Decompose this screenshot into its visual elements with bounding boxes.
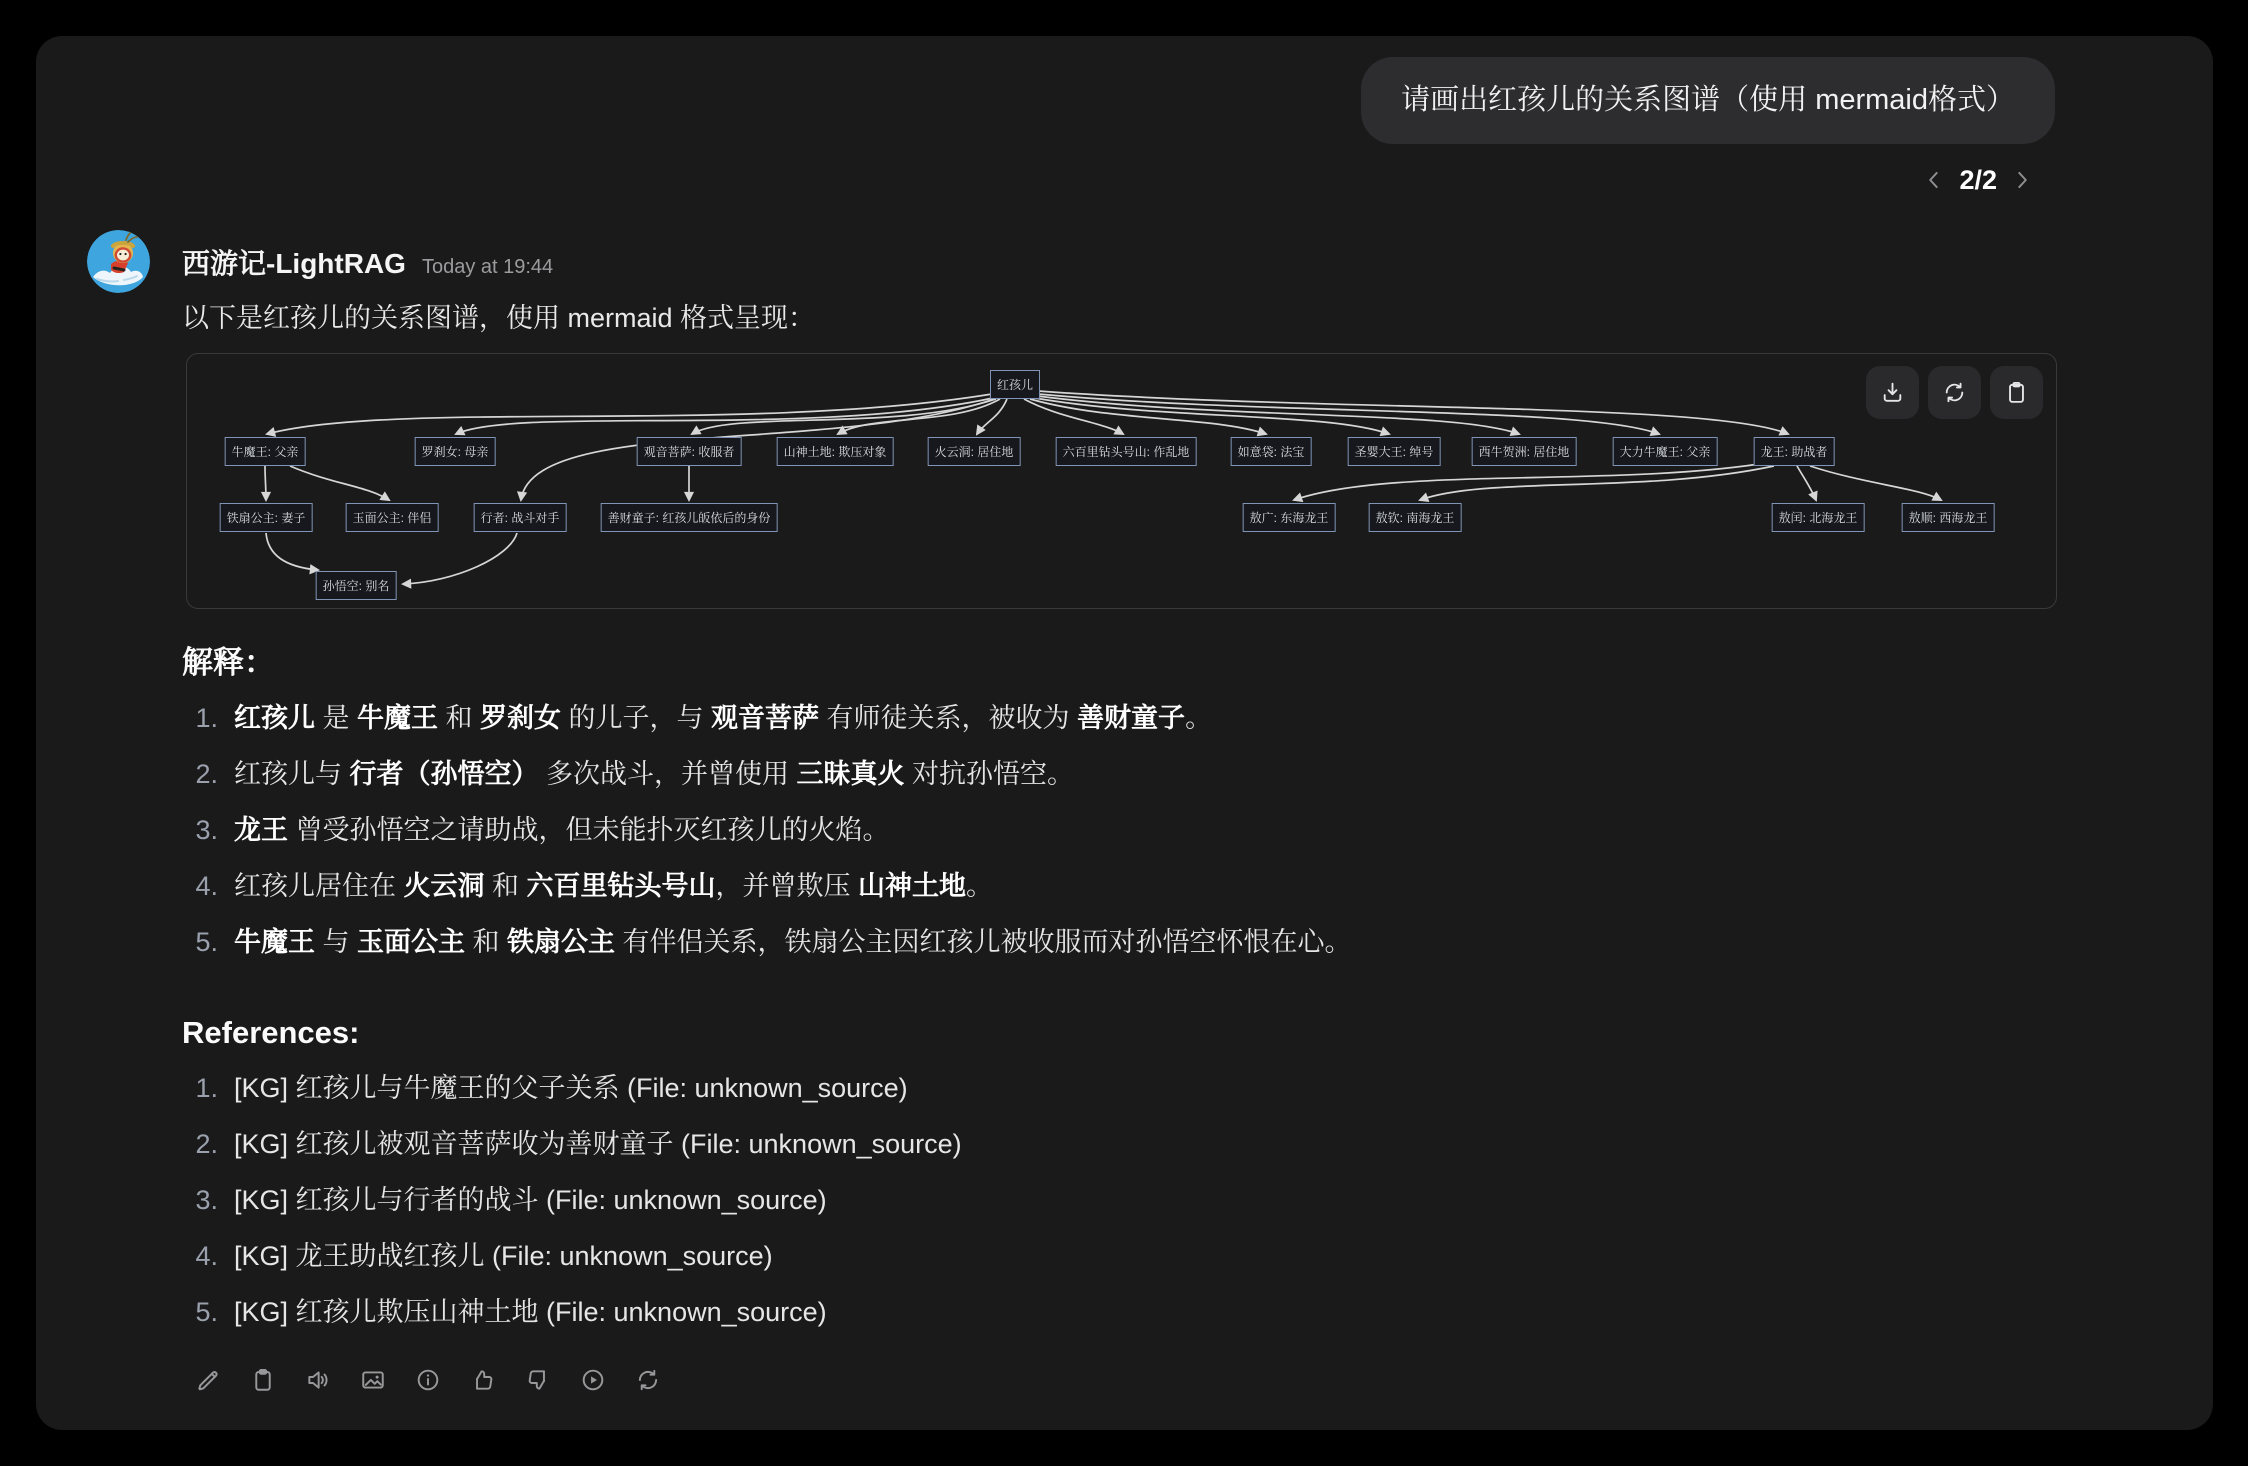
diagram-node: 善财童子: 红孩儿皈依后的身份 xyxy=(601,503,778,532)
list-item-number: 2. xyxy=(195,1129,218,1159)
list-item-number: 1. xyxy=(195,703,218,733)
explanation-list xyxy=(182,699,2055,979)
diagram-node: 观音菩萨: 收服者 xyxy=(637,437,742,466)
chat-content xyxy=(36,36,2213,1430)
pager-label: 2/2 xyxy=(1959,164,1997,195)
diagram-edge xyxy=(1294,462,1772,500)
diagram-node: 铁扇公主: 妻子 xyxy=(220,503,313,532)
thumbs-down-icon xyxy=(525,1367,551,1393)
diagram-node: 敖钦: 南海龙王 xyxy=(1369,503,1462,532)
list-item-text: [KG] 红孩儿与行者的战斗 (File: unknown_source) xyxy=(234,1185,827,1215)
diagram-edge xyxy=(1797,466,1816,500)
assistant-header xyxy=(87,230,2055,293)
references-title: References: xyxy=(182,1015,360,1050)
diagram-edge xyxy=(403,533,517,584)
reference-item xyxy=(182,1293,2055,1331)
reference-item xyxy=(182,1069,2055,1107)
chat-panel xyxy=(36,36,2213,1430)
diagram-node: 红孩儿 xyxy=(990,370,1040,399)
explanation-title: 解释： xyxy=(182,645,275,680)
diagram-edge xyxy=(1420,466,1774,500)
thumbs-up-icon xyxy=(470,1367,496,1393)
copy-button[interactable] xyxy=(249,1366,277,1394)
image-button[interactable] xyxy=(359,1366,387,1394)
refresh-icon xyxy=(1942,380,1967,405)
diagram-node: 行者: 战斗对手 xyxy=(474,503,567,532)
edit-button[interactable] xyxy=(194,1366,222,1394)
diagram-node: 大力牛魔王: 父亲 xyxy=(1613,437,1718,466)
info-icon xyxy=(415,1367,441,1393)
copy-icon xyxy=(250,1367,276,1393)
list-item-number: 2. xyxy=(195,759,218,789)
diagram-node: 敖闰: 北海龙王 xyxy=(1772,503,1865,532)
refresh-button[interactable] xyxy=(1928,366,1981,419)
clipboard-icon xyxy=(2004,380,2029,405)
message-actions-toolbar xyxy=(194,1365,2055,1395)
diagram-node: 罗刹女: 母亲 xyxy=(415,437,496,466)
diagram-edge xyxy=(1810,466,1941,500)
diagram-node: 敖顺: 西海龙王 xyxy=(1902,503,1995,532)
diagram-node: 西牛贺洲: 居住地 xyxy=(1472,437,1577,466)
chevron-right-icon xyxy=(2009,167,2035,193)
pager-prev-button[interactable] xyxy=(1921,167,1947,193)
list-item-number: 3. xyxy=(195,1185,218,1215)
explanation-item xyxy=(182,755,2055,793)
list-item-text: [KG] 红孩儿被观音菩萨收为善财童子 (File: unknown_source) xyxy=(234,1129,962,1159)
reference-item xyxy=(182,1181,2055,1219)
references-list xyxy=(182,1069,2055,1349)
edit-icon xyxy=(195,1367,221,1393)
diagram-node: 六百里钻头号山: 作乱地 xyxy=(1056,437,1197,466)
chevron-left-icon xyxy=(1921,167,1947,193)
diagram-toolbar xyxy=(1866,366,2043,419)
reference-item xyxy=(182,1237,2055,1275)
list-item-text: 红孩儿 是 牛魔王 和 罗刹女 的儿子，与 观音菩萨 有师徒关系，被收为 善财童子。 xyxy=(234,703,1213,733)
diagram-edge xyxy=(977,399,1007,434)
explanation-item xyxy=(182,867,2055,905)
speak-button[interactable] xyxy=(304,1366,332,1394)
list-item-text: 牛魔王 与 玉面公主 和 铁扇公主 有伴侣关系，铁扇公主因红孩儿被收服而对孙悟空怀恨在心。 xyxy=(234,927,1352,957)
pager-next-button[interactable] xyxy=(2009,167,2035,193)
list-item-number: 3. xyxy=(195,815,218,845)
diagram-node: 牛魔王: 父亲 xyxy=(225,437,306,466)
message-timestamp: Today at 19:44 xyxy=(421,255,554,278)
regenerate-icon xyxy=(635,1367,661,1393)
user-message-row xyxy=(182,57,2055,144)
diagram-edge xyxy=(1038,394,1659,434)
info-button[interactable] xyxy=(414,1366,442,1394)
diagram-node: 孙悟空: 别名 xyxy=(316,571,397,600)
list-item-text: [KG] 红孩儿欺压山神土地 (File: unknown_source) xyxy=(234,1297,827,1327)
list-item-number: 4. xyxy=(195,1241,218,1271)
diagram-node: 火云洞: 居住地 xyxy=(928,437,1021,466)
mermaid-diagram xyxy=(186,353,2057,609)
regenerate-button[interactable] xyxy=(634,1366,662,1394)
diagram-node: 玉面公主: 伴侣 xyxy=(346,503,439,532)
monkey-king-avatar-icon xyxy=(87,230,150,293)
diagram-edge xyxy=(290,466,389,500)
assistant-intro-text: 以下是红孩儿的关系图谱，使用 mermaid 格式呈现： xyxy=(182,303,816,333)
image-icon xyxy=(360,1367,386,1393)
download-icon xyxy=(1880,380,1905,405)
thumbs-up-button[interactable] xyxy=(469,1366,497,1394)
assistant-avatar xyxy=(87,230,150,293)
clipboard-button[interactable] xyxy=(1990,366,2043,419)
assistant-name: 西游记-LightRAG xyxy=(182,247,406,279)
list-item-text: [KG] 龙王助战红孩儿 (File: unknown_source) xyxy=(234,1241,773,1271)
list-item-number: 1. xyxy=(195,1073,218,1103)
diagram-edge xyxy=(266,533,318,570)
thumbs-down-button[interactable] xyxy=(524,1366,552,1394)
diagram-node: 敖广: 东海龙王 xyxy=(1243,503,1336,532)
diagram-node: 如意袋: 法宝 xyxy=(1231,437,1312,466)
diagram-node: 山神土地: 欺压对象 xyxy=(777,437,894,466)
list-item-number: 5. xyxy=(195,927,218,957)
play-button[interactable] xyxy=(579,1366,607,1394)
explanation-item xyxy=(182,923,2055,961)
diagram-edges xyxy=(187,354,2056,608)
diagram-node: 龙王: 助战者 xyxy=(1754,437,1835,466)
diagram-edge xyxy=(265,466,266,500)
list-item-text: 龙王 曾受孙悟空之请助战，但未能扑灭红孩儿的火焰。 xyxy=(234,815,890,845)
speak-icon xyxy=(305,1367,331,1393)
download-button[interactable] xyxy=(1866,366,1919,419)
diagram-node: 圣婴大王: 绰号 xyxy=(1348,437,1441,466)
list-item-text: 红孩儿与 行者（孙悟空） 多次战斗，并曾使用 三昧真火 对抗孙悟空。 xyxy=(234,759,1075,789)
assistant-name-row xyxy=(182,242,553,282)
user-message-bubble: 请画出红孩儿的关系图谱（使用 mermaid格式） xyxy=(1361,57,2055,144)
list-item-text: 红孩儿居住在 火云洞 和 六百里钻头号山，并曾欺压 山神土地。 xyxy=(234,871,994,901)
list-item-number: 5. xyxy=(195,1297,218,1327)
list-item-text: [KG] 红孩儿与牛魔王的父子关系 (File: unknown_source) xyxy=(234,1073,908,1103)
reference-item xyxy=(182,1125,2055,1163)
list-item-number: 4. xyxy=(195,871,218,901)
message-pager xyxy=(182,166,2055,194)
explanation-item xyxy=(182,811,2055,849)
play-icon xyxy=(580,1367,606,1393)
explanation-item xyxy=(182,699,2055,737)
